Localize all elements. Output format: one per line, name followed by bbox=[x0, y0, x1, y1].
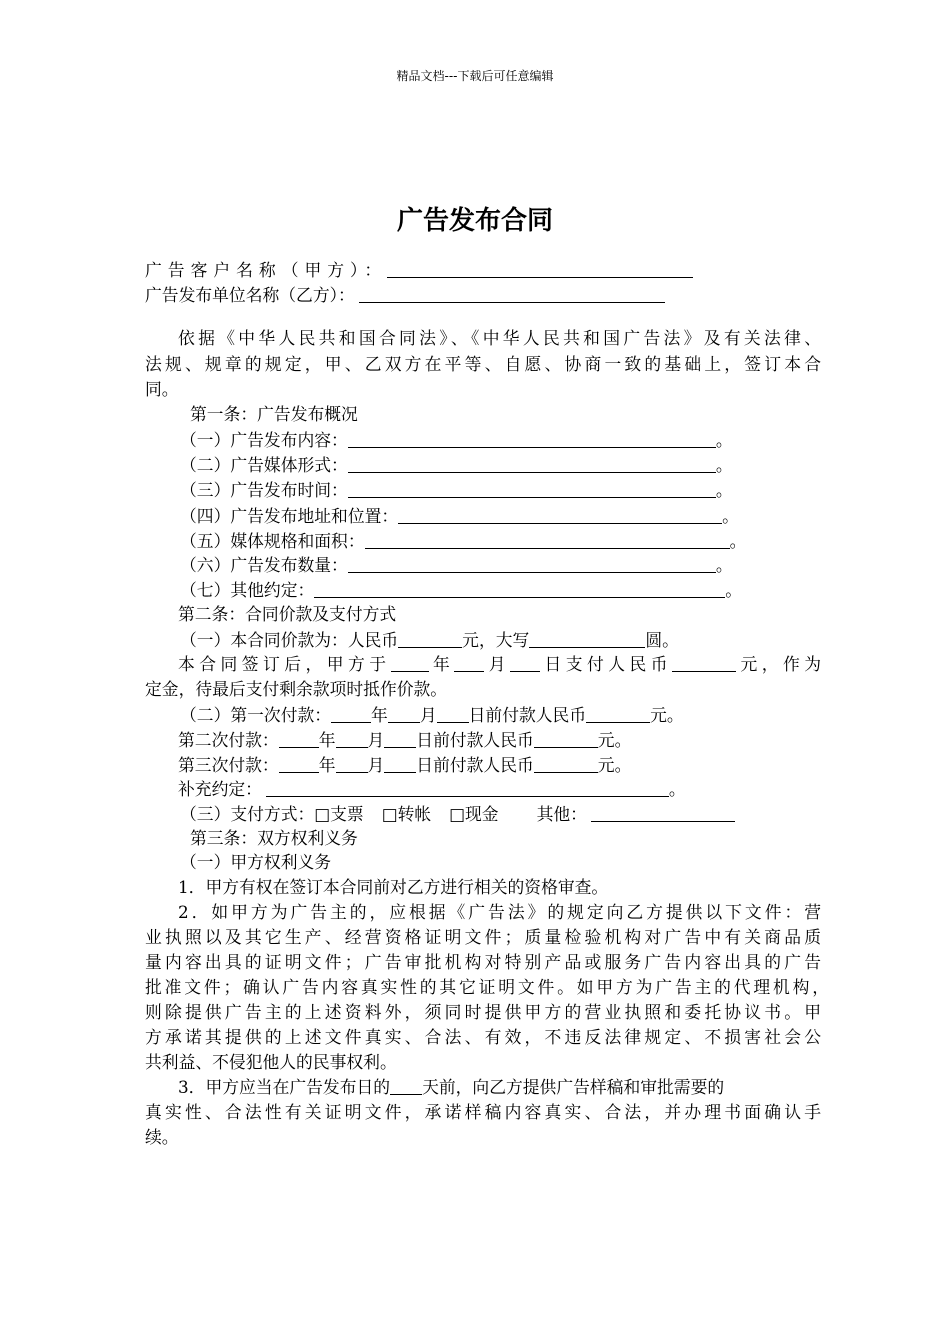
art1-item bbox=[180, 553, 733, 577]
party-b-label: 广告发布单位名称（乙方）： bbox=[145, 285, 355, 305]
item-blank[interactable] bbox=[348, 428, 716, 448]
period: 。 bbox=[725, 580, 743, 600]
day-blank[interactable] bbox=[510, 652, 540, 672]
text: 补充约定： bbox=[178, 779, 262, 799]
text: 月 bbox=[419, 705, 437, 725]
text: 第二次付款： bbox=[178, 730, 279, 750]
clause-2-line: 批准文件；确认广告内容真实性的其它证明文件。如甲方为广告主的代理机构， bbox=[145, 977, 829, 997]
period: 。 bbox=[715, 480, 733, 500]
art1-item bbox=[180, 504, 739, 528]
text: 第三次付款： bbox=[178, 755, 279, 775]
checkbox-cash[interactable]: □ bbox=[449, 804, 465, 824]
clause-3-line: 真实性、合法性有关证明文件，承诺样稿内容真实、合法，并办理书面确认手 bbox=[145, 1102, 821, 1122]
amount-blank[interactable] bbox=[534, 753, 598, 773]
intro-line: 法规、规章的规定，甲、乙双方在平等、自愿、协商一致的基础上，签订本合 bbox=[145, 354, 821, 374]
amount-blank[interactable] bbox=[672, 652, 736, 672]
item-blank[interactable] bbox=[348, 478, 716, 498]
article-2-title: 第二条：合同价款及支付方式 bbox=[178, 604, 397, 624]
text: （二）第一次付款： bbox=[180, 705, 332, 725]
year-blank[interactable] bbox=[279, 728, 319, 748]
supplement-blank[interactable] bbox=[266, 777, 669, 797]
document-title: 广告发布合同 bbox=[396, 206, 553, 236]
party-a-line bbox=[145, 258, 693, 282]
text: 月 bbox=[367, 755, 385, 775]
party-a-blank[interactable] bbox=[387, 258, 693, 278]
text: 3．甲方应当在广告发布日的 bbox=[178, 1077, 391, 1097]
text: 元，大写 bbox=[462, 630, 530, 650]
deposit-line-2: 定金，待最后支付剩余款项时抵作价款。 bbox=[145, 679, 448, 699]
period: 。 bbox=[715, 430, 733, 450]
payment-3 bbox=[178, 753, 631, 777]
day-blank[interactable] bbox=[437, 703, 469, 723]
item-label: （一）广告发布内容： bbox=[180, 430, 348, 450]
art1-item bbox=[180, 428, 733, 452]
text: 年 bbox=[318, 755, 336, 775]
item-blank[interactable] bbox=[398, 504, 722, 524]
amount-blank[interactable] bbox=[534, 728, 598, 748]
year-blank[interactable] bbox=[331, 703, 371, 723]
month-blank[interactable] bbox=[388, 703, 420, 723]
text: 年 bbox=[428, 654, 455, 674]
intro-line: 同。 bbox=[145, 379, 179, 399]
article-3-title: 第三条：双方权利义务 bbox=[190, 828, 358, 848]
day-blank[interactable] bbox=[384, 753, 416, 773]
item-label: （三）广告发布时间： bbox=[180, 480, 348, 500]
item-label: （四）广告发布地址和位置： bbox=[180, 506, 399, 526]
option-label: 现金 bbox=[465, 804, 499, 824]
text: 月 bbox=[484, 654, 510, 674]
period: 。 bbox=[729, 531, 747, 551]
price-blank[interactable] bbox=[398, 628, 462, 648]
clause-2-line: 业执照以及其它生产、经营资格证明文件；质量检验机构对广告中有关商品质 bbox=[145, 927, 821, 947]
clause-3-line bbox=[178, 1075, 724, 1099]
amount-blank[interactable] bbox=[586, 703, 650, 723]
payment-1 bbox=[180, 703, 684, 727]
clause-2-line: 共利益、不侵犯他人的民事权利。 bbox=[145, 1052, 397, 1072]
art1-item bbox=[180, 453, 733, 477]
art1-item bbox=[180, 578, 742, 602]
text: （一）本合同价款为：人民币 bbox=[180, 630, 399, 650]
option-label: 转帐 bbox=[397, 804, 432, 824]
clause-2-line: 量内容出具的证明文件；广告审批机构对特别产品或服务广告内容出具的广告 bbox=[145, 952, 821, 972]
text: 。 bbox=[668, 779, 686, 799]
month-blank[interactable] bbox=[336, 728, 368, 748]
intro-line: 依据《中华人民共和国合同法》、《中华人民共和国广告法》及有关法律、 bbox=[178, 328, 821, 348]
other-label: 其他： bbox=[536, 804, 587, 824]
year-blank[interactable] bbox=[279, 753, 319, 773]
text: 年 bbox=[318, 730, 336, 750]
subsection-title: （一）甲方权利义务 bbox=[180, 852, 332, 872]
day-blank[interactable] bbox=[384, 728, 416, 748]
text: 圆。 bbox=[645, 630, 679, 650]
text: 月 bbox=[367, 730, 385, 750]
item-blank[interactable] bbox=[365, 529, 730, 549]
period: 。 bbox=[715, 555, 733, 575]
item-blank[interactable] bbox=[348, 553, 716, 573]
page-header: 精品文档---下载后可任意编辑 bbox=[396, 69, 554, 83]
text: 天前，向乙方提供广告样稿和审批需要的 bbox=[422, 1077, 725, 1097]
option-label: 支票 bbox=[330, 804, 364, 824]
clause-2-line: 2．如甲方为广告主的，应根据《广告法》的规定向乙方提供以下文件：营 bbox=[178, 902, 821, 922]
article-1-title: 第一条：广告发布概况 bbox=[190, 404, 358, 424]
item-label: （六）广告发布数量： bbox=[180, 555, 348, 575]
checkbox-cheque[interactable]: □ bbox=[314, 804, 331, 824]
text: 年 bbox=[371, 705, 388, 725]
other-blank[interactable] bbox=[591, 802, 735, 822]
year-blank[interactable] bbox=[391, 652, 429, 672]
month-blank[interactable] bbox=[336, 753, 368, 773]
month-blank[interactable] bbox=[454, 652, 484, 672]
period: 。 bbox=[715, 455, 733, 475]
text: 元，作为 bbox=[735, 654, 821, 674]
party-b-line bbox=[145, 283, 665, 307]
text: 元。 bbox=[597, 755, 632, 775]
item-label: （二）广告媒体形式： bbox=[180, 455, 348, 475]
text: 日前付款人民币 bbox=[468, 705, 587, 725]
clause-2-line: 则除提供广告主的上述资料外，须同时提供甲方的营业执照和委托协议书。甲 bbox=[145, 1002, 821, 1022]
text: （三）支付方式： bbox=[180, 804, 315, 824]
checkbox-transfer[interactable]: □ bbox=[381, 804, 398, 824]
price-line bbox=[180, 628, 679, 652]
art1-item bbox=[180, 529, 746, 553]
text: 日前付款人民币 bbox=[416, 730, 534, 750]
deposit-line bbox=[178, 652, 821, 676]
payment-method-line bbox=[180, 802, 735, 826]
text: 元。 bbox=[597, 730, 632, 750]
days-blank[interactable] bbox=[390, 1075, 422, 1095]
text: 元。 bbox=[650, 705, 684, 725]
text: 本合同签订后，甲方于 bbox=[178, 654, 391, 674]
period: 。 bbox=[722, 506, 739, 526]
party-a-label: 广告客户名称（甲方）： bbox=[145, 260, 388, 280]
text: 日前付款人民币 bbox=[416, 755, 534, 775]
party-b-blank[interactable] bbox=[359, 283, 665, 303]
item-label: （五）媒体规格和面积： bbox=[180, 531, 365, 551]
clause-2-line: 方承诺其提供的上述文件真实、合法、有效，不违反法律规定、不损害社会公 bbox=[145, 1027, 821, 1047]
item-blank[interactable] bbox=[314, 578, 725, 598]
clause-1: 1．甲方有权在签订本合同前对乙方进行相关的资格审查。 bbox=[178, 877, 609, 897]
item-label: （七）其他约定： bbox=[180, 580, 315, 600]
price-words-blank[interactable] bbox=[529, 628, 645, 648]
clause-3-line: 续。 bbox=[145, 1127, 179, 1147]
art1-item bbox=[180, 478, 733, 502]
text: 日支付人民币 bbox=[539, 654, 672, 674]
supplement-line bbox=[178, 777, 686, 801]
payment-2 bbox=[178, 728, 631, 752]
item-blank[interactable] bbox=[348, 453, 716, 473]
